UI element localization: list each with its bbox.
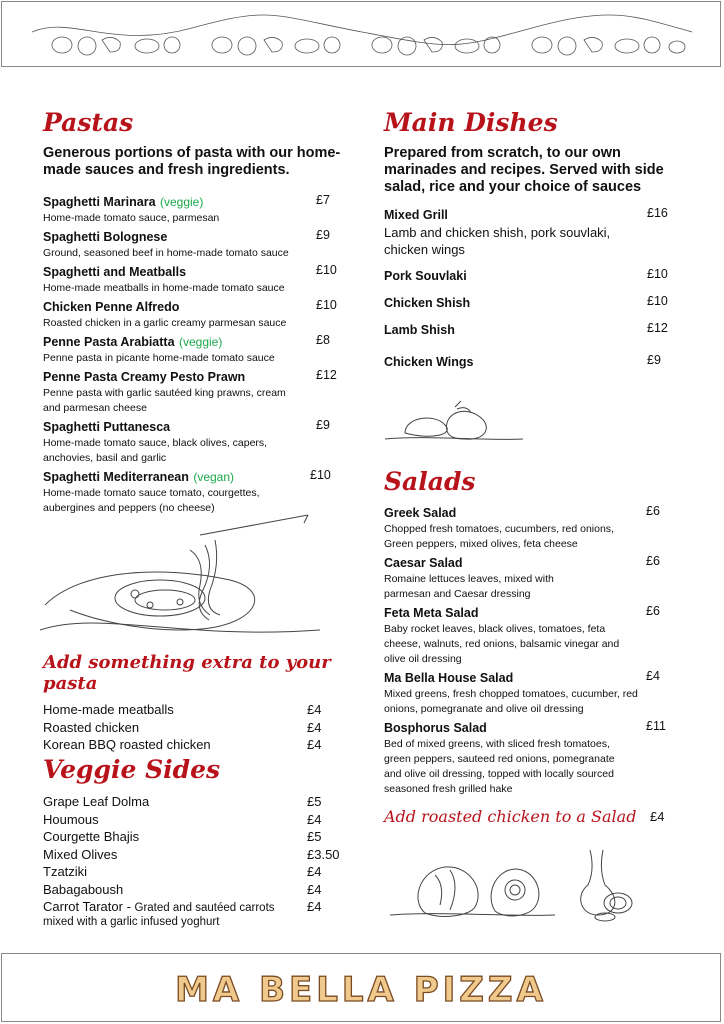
- veggie-price: £5: [307, 794, 322, 809]
- pasta-item: [43, 333, 343, 366]
- pasta-item: [43, 298, 343, 331]
- carrot-desc: Grated and sautéed carrots: [134, 902, 275, 914]
- salads-list: [384, 504, 684, 797]
- pasta-price: £10: [310, 468, 331, 482]
- main-dish-price: £16: [647, 206, 668, 220]
- salad-desc: Baby rocket leaves, black olives, tomatoes, feta cheese, walnuts, red onions, balsamic vinegar and olive oil dressing: [384, 623, 620, 665]
- veggie-name: Courgette Bhajis: [43, 829, 140, 844]
- pasta-price: £10: [316, 298, 337, 312]
- salad-item: [384, 504, 684, 552]
- pastas-section: [43, 108, 343, 518]
- extra-name: Korean BBQ roasted chicken: [43, 737, 211, 752]
- salad-price: £4: [646, 669, 660, 683]
- pasta-price: £7: [316, 193, 330, 207]
- main-dish-item: [384, 206, 684, 258]
- salad-item: [384, 669, 684, 717]
- extra-name: Roasted chicken: [43, 719, 140, 735]
- brand-logo: MA BELLA PIZZA: [175, 970, 547, 1010]
- salad-name: Ma Bella House Salad: [384, 671, 514, 685]
- pasta-price: £8: [316, 333, 330, 347]
- vegetable-border-icon: [32, 10, 692, 60]
- carrot-tarator-item: [43, 899, 343, 930]
- veggie-item: [43, 829, 343, 847]
- main-dish-name: Chicken Wings: [384, 355, 474, 369]
- salad-name: Feta Meta Salad: [384, 606, 479, 620]
- salad-item: [384, 554, 684, 602]
- extra-item: [43, 702, 343, 720]
- pasta-fork-illustration: [40, 510, 320, 640]
- main-dish-item: [384, 321, 684, 339]
- extra-price: £4: [307, 737, 322, 752]
- mains-title: Main Dishes: [384, 108, 558, 137]
- veggie-name: Houmous: [43, 811, 99, 827]
- salad-addon: [384, 807, 684, 827]
- mains-section: [384, 108, 684, 380]
- main-dish-name: Pork Souvlaki: [384, 269, 467, 283]
- veggie-item: [43, 812, 343, 830]
- salad-desc: Chopped fresh tomatoes, cucumbers, red onions, Green peppers, mixed olives, feta cheese: [384, 523, 614, 550]
- pasta-desc: Home-made tomato sauce, black olives, capers, anchovies, basil and garlic: [43, 437, 268, 464]
- veggie-name: Mixed Olives: [43, 846, 118, 862]
- veggie-name: Tzatziki: [43, 864, 88, 879]
- extra-price: £4: [307, 719, 322, 735]
- main-dish-name: Chicken Shish: [384, 296, 471, 310]
- pasta-name: Spaghetti Marinara: [43, 195, 156, 209]
- salad-name: Greek Salad: [384, 506, 457, 520]
- pasta-desc: Penne pasta with garlic sautéed king prawns, cream and parmesan cheese: [43, 387, 286, 414]
- salad-name: Bosphorus Salad: [384, 721, 487, 735]
- veggie-section: [43, 755, 343, 930]
- mains-list: [384, 206, 684, 371]
- extras-section: [43, 652, 343, 755]
- veggie-name: Grape Leaf Dolma: [43, 794, 150, 809]
- pasta-name: Penne Pasta Creamy Pesto Prawn: [43, 370, 246, 384]
- main-dish-price: £10: [647, 267, 668, 281]
- extra-name: Home-made meatballs: [43, 702, 174, 717]
- pasta-desc: Home-made tomato sauce, parmesan: [43, 212, 220, 224]
- diet-tag: (veggie): [178, 335, 223, 349]
- pasta-desc: Home-made meatballs in home-made tomato sauce: [43, 282, 285, 294]
- veggie-price: £4: [307, 881, 322, 897]
- pasta-name: Penne Pasta Arabiatta: [43, 335, 175, 349]
- pasta-item: [43, 468, 343, 516]
- mains-intro: Prepared from scratch, to our own marinades and recipes. Served with side salad, rice and your choice of sauces: [384, 145, 664, 195]
- main-dish-desc: Lamb and chicken shish, pork souvlaki, chicken wings: [384, 225, 611, 257]
- pasta-name: Spaghetti Bolognese: [43, 230, 168, 244]
- pastas-intro: Generous portions of pasta with our home-made sauces and fresh ingredients.: [43, 145, 341, 178]
- pasta-name: Spaghetti Mediterranean: [43, 470, 189, 484]
- main-dish-item: [384, 353, 684, 371]
- salad-price: £6: [646, 504, 660, 518]
- veggie-price: £4: [307, 864, 322, 879]
- salads-section: [384, 467, 684, 827]
- veggie-item: [43, 864, 343, 882]
- pasta-item: [43, 263, 343, 296]
- extra-item: [43, 737, 343, 755]
- pasta-desc: Penne pasta in picante home-made tomato sauce: [43, 352, 275, 364]
- main-dish-name: Mixed Grill: [384, 208, 448, 222]
- salad-desc: Romaine lettuces leaves, mixed with parmesan and Caesar dressing: [384, 573, 554, 600]
- veggie-price: £5: [307, 829, 322, 844]
- salad-addon-price: £4: [650, 809, 665, 824]
- salad-item: [384, 604, 684, 667]
- veggie-price: £3.50: [307, 846, 340, 862]
- pasta-name: Spaghetti Puttanesca: [43, 420, 171, 434]
- veggie-title: Veggie Sides: [43, 755, 221, 784]
- pasta-item: [43, 193, 343, 226]
- salad-addon-label: Add roasted chicken to a Salad: [384, 807, 637, 826]
- extras-list: [43, 702, 343, 755]
- salad-price: £6: [646, 604, 660, 618]
- top-border-box: [1, 1, 721, 67]
- extra-item: [43, 720, 343, 738]
- diet-tag: (veggie): [159, 195, 204, 209]
- veggie-item: [43, 882, 343, 900]
- pasta-item: [43, 228, 343, 261]
- pasta-price: £9: [316, 418, 330, 432]
- salad-name: Caesar Salad: [384, 556, 463, 570]
- carrot-desc2: mixed with a garlic infused yoghurt: [43, 916, 220, 928]
- carrot-price: £4: [307, 899, 322, 914]
- pastas-title: Pastas: [43, 108, 134, 137]
- pasta-name: Chicken Penne Alfredo: [43, 300, 180, 314]
- pasta-desc: Roasted chicken in a garlic creamy parmesan sauce: [43, 317, 287, 329]
- vegetables-illustration: [390, 845, 660, 925]
- pasta-list: [43, 193, 343, 516]
- pasta-name: Spaghetti and Meatballs: [43, 265, 187, 279]
- veggie-list: [43, 794, 343, 899]
- carrot-name: Carrot Tarator -: [43, 899, 135, 914]
- veggie-item: [43, 794, 343, 812]
- veggie-name: Babagaboush: [43, 881, 124, 897]
- pasta-item: [43, 418, 343, 466]
- salad-desc: Bed of mixed greens, with sliced fresh tomatoes, green peppers, sauteed red onions, pomegranate and olive oil dressing, topped with locally sourced seasoned fresh grilled hake: [384, 738, 615, 795]
- pasta-price: £9: [316, 228, 330, 242]
- veggie-price: £4: [307, 811, 322, 827]
- pasta-desc: Ground, seasoned beef in home-made tomato sauce: [43, 247, 289, 259]
- pasta-desc: Home-made tomato sauce tomato, courgettes, aubergines and peppers (no cheese): [43, 487, 260, 514]
- footer-box: [1, 953, 721, 1022]
- veggie-item: [43, 847, 343, 865]
- salad-price: £6: [646, 554, 660, 568]
- diet-tag: (vegan): [193, 470, 235, 484]
- main-dish-item: [384, 294, 684, 312]
- main-dish-name: Lamb Shish: [384, 323, 455, 337]
- salad-desc: Mixed greens, fresh chopped tomatoes, cucumber, red onions, pomegranate and olive oil dressing: [384, 688, 638, 715]
- extra-price: £4: [307, 702, 322, 717]
- salad-item: [384, 719, 684, 797]
- pasta-item: [43, 368, 343, 416]
- salads-title: Salads: [384, 467, 476, 496]
- main-dish-item: [384, 267, 684, 285]
- extras-title: Add something extra to your pasta: [43, 652, 331, 694]
- pasta-price: £12: [316, 368, 337, 382]
- salad-price: £11: [646, 719, 666, 733]
- main-dish-price: £10: [647, 294, 668, 308]
- pasta-price: £10: [316, 263, 337, 277]
- main-dish-price: £12: [647, 321, 668, 335]
- aubergine-illustration: [385, 395, 525, 445]
- main-dish-price: £9: [647, 353, 661, 367]
